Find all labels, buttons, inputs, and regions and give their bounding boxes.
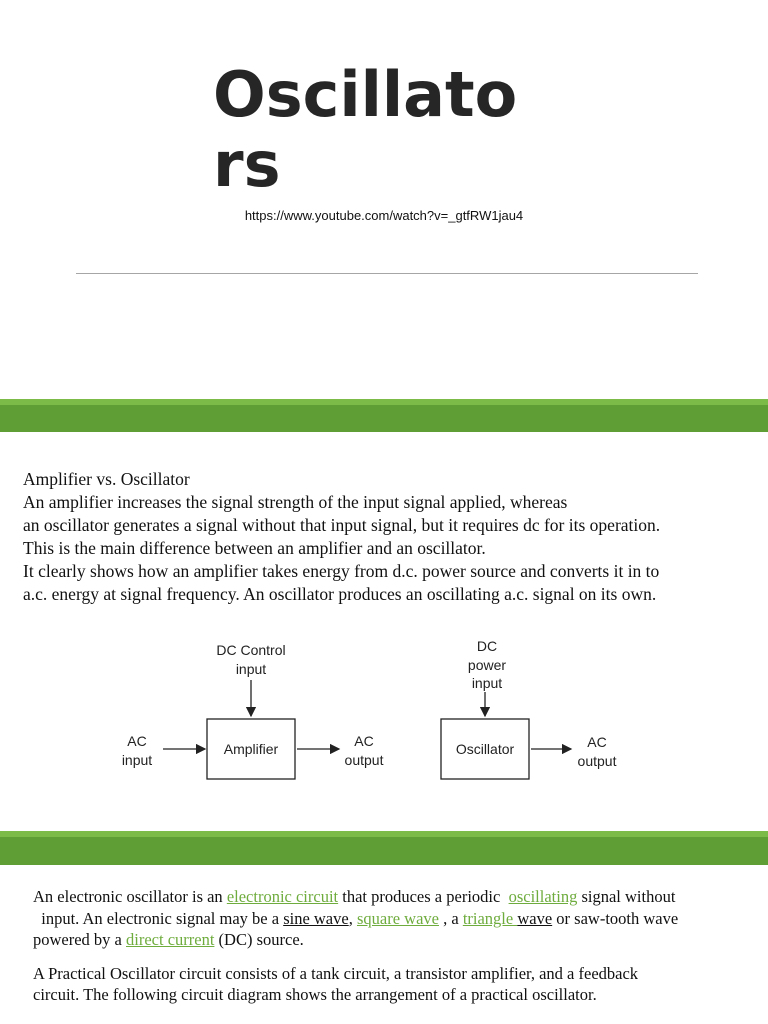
link-triangle[interactable]: triangle [462,908,518,928]
p1-text-7: or saw-tooth wave [552,908,679,928]
p2-line-2: circuit. The following circuit diagram shows the arrangement of a practical oscillator. [33,985,597,1004]
amp-input-label-1: AC [127,733,147,749]
video-url-text[interactable]: https://www.youtube.com/watch?v=_gtfRW1jau4 [244,208,524,223]
p1-text-5: , [348,908,357,928]
underline-wave: wave [517,908,553,928]
p1-text-2: that produces a periodic [338,887,505,906]
video-url[interactable] [0,208,768,223]
text-line: an oscillator generates a signal without that input signal, but it requires dc for its operation. [23,515,661,535]
link-oscillating[interactable]: oscillating [508,887,578,906]
p1-text-1: An electronic oscillator is an [33,887,227,906]
slide-header-band-2 [0,831,768,865]
osc-power-label-1: DC [476,638,498,654]
osc-output-label-2: output [577,753,617,769]
osc-power-label-2: power [467,657,507,673]
amp-output-label-1: AC [354,733,374,749]
underline-sine-wave: sine wave [283,908,349,928]
link-electronic-circuit[interactable]: electronic circuit [226,887,339,906]
link-direct-current[interactable]: direct current [126,930,215,949]
title-divider [76,273,698,274]
oscillator-description [33,886,743,1018]
amp-output-label-2: output [344,752,384,768]
p1-text-4: input. An electronic signal may be a [41,908,284,928]
amp-control-label-1: DC Control [216,642,286,658]
osc-output-label-1: AC [587,734,607,750]
paragraph-electronic-oscillator [33,886,743,951]
amplifier-box-label: Amplifier [223,741,279,757]
link-square-wave[interactable]: square wave [356,908,439,928]
p1-text-6: , a [438,908,463,928]
text-line: Amplifier vs. Oscillator [23,469,190,489]
amplifier-oscillator-diagram [100,630,660,800]
text-line: An amplifier increases the signal strength of the input signal applied, whereas [23,492,568,512]
text-line: a.c. energy at signal frequency. An oscillator produces an oscillating a.c. signal on its own. [23,584,657,604]
paragraph-practical-oscillator [33,963,743,1006]
slide-header-band [0,399,768,432]
amp-input-label-2: input [121,752,153,768]
slide-title: Oscillators [213,58,518,201]
band-highlight [0,399,768,405]
text-line: This is the main difference between an amplifier and an oscillator. [23,538,486,558]
amp-control-label-2: input [235,661,267,677]
band-highlight-2 [0,831,768,837]
p1-text-3: signal without [577,887,676,906]
text-line: It clearly shows how an amplifier takes energy from d.c. power source and converts it in to [23,561,660,581]
osc-power-label-3: input [471,675,503,691]
p2-line-1: A Practical Oscillator circuit consists of a tank circuit, a transistor amplifier, and a feedback [33,963,639,983]
oscillator-box-label: Oscillator [455,741,515,757]
p1-text-8: powered by a [33,930,127,949]
amplifier-vs-oscillator-text [23,468,748,606]
p1-text-9: (DC) source. [214,930,304,949]
